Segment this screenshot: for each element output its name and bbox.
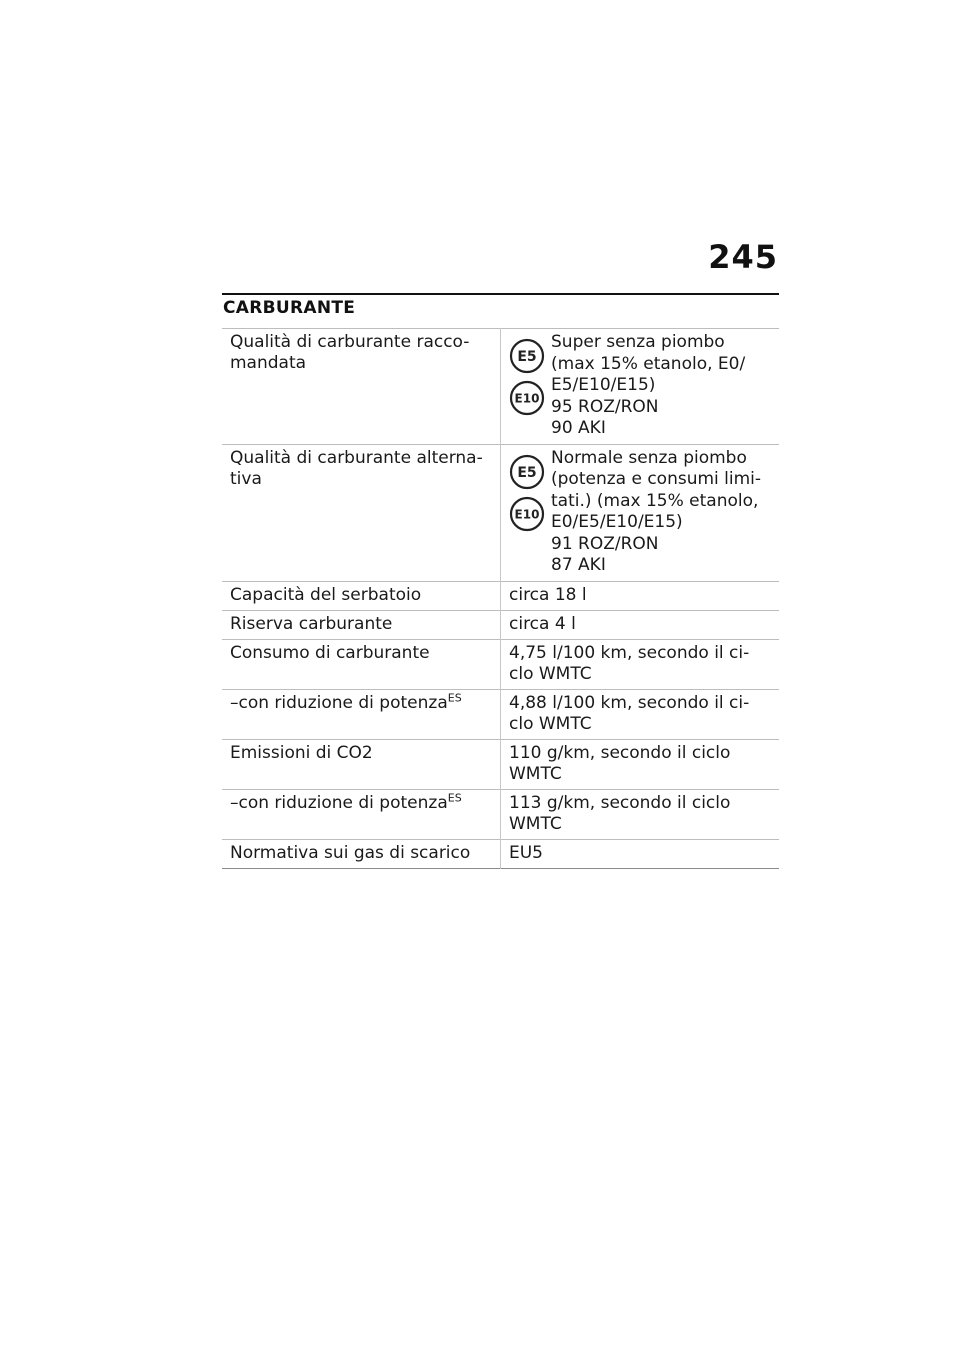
row-value: EU5 [509,842,543,863]
footnote-marker: ES [447,690,462,704]
row-label: Consumo di carburante [222,639,501,689]
footnote-marker: ES [447,790,462,804]
e10-fuel-icon [509,380,545,416]
fuel-spec-table [222,328,779,869]
table-row [222,789,779,839]
row-label: Capacità del serbatoio [222,581,501,610]
e10-fuel-icon [509,496,545,532]
row-label: Qualità di carburante alterna- tiva [222,444,501,581]
row-label: –con riduzione di potenza [230,692,448,713]
value-line: 95 ROZ/RON [551,396,659,417]
row-label: Qualità di carburante racco- mandata [222,329,501,445]
table-row [222,639,779,689]
value-line: E5/E10/E15) [551,375,656,395]
svg-text:E10: E10 [514,507,540,521]
section-title: CARBURANTE [223,298,356,318]
row-value: 4,75 l/100 km, secondo il ci- clo WMTC [509,642,750,684]
value-line: E0/E5/E10/E15) [551,512,683,532]
row-label: Riserva carburante [222,610,501,639]
value-line: Super senza piombo [551,332,725,352]
row-label: Emissioni di CO2 [222,739,501,789]
row-value: circa 18 l [509,584,587,605]
row-value: 4,88 l/100 km, secondo il ci- clo WMTC [509,692,750,734]
e5-fuel-icon [509,454,545,490]
value-line: 90 AKI [551,418,606,438]
value-line: tati.) (max 15% etanolo, [551,490,759,511]
page-number: 245 [708,238,778,276]
row-value: 110 g/km, secondo il ciclo WMTC [509,742,731,784]
table-row [222,444,779,581]
value-line: (max 15% etanolo, E0/ [551,353,746,374]
row-value: 113 g/km, secondo il ciclo WMTC [509,792,731,834]
table-row [222,610,779,639]
table-row [222,739,779,789]
table-row [222,689,779,739]
svg-text:E10: E10 [514,391,540,406]
value-line: (potenza e consumi limi- [551,469,762,489]
value-line: 91 ROZ/RON [551,533,659,554]
table-row [222,581,779,610]
e5-fuel-icon [509,338,545,374]
row-value: circa 4 l [509,613,576,634]
svg-text:E5: E5 [517,349,537,365]
value-line: 87 AKI [551,555,606,575]
row-label: Normativa sui gas di scarico [222,839,501,868]
table-row [222,839,779,868]
row-label: –con riduzione di potenza [230,792,448,813]
svg-text:E5: E5 [517,464,537,481]
value-line: Normale senza piombo [551,447,747,468]
section-rule [222,293,779,295]
table-row [222,329,779,445]
